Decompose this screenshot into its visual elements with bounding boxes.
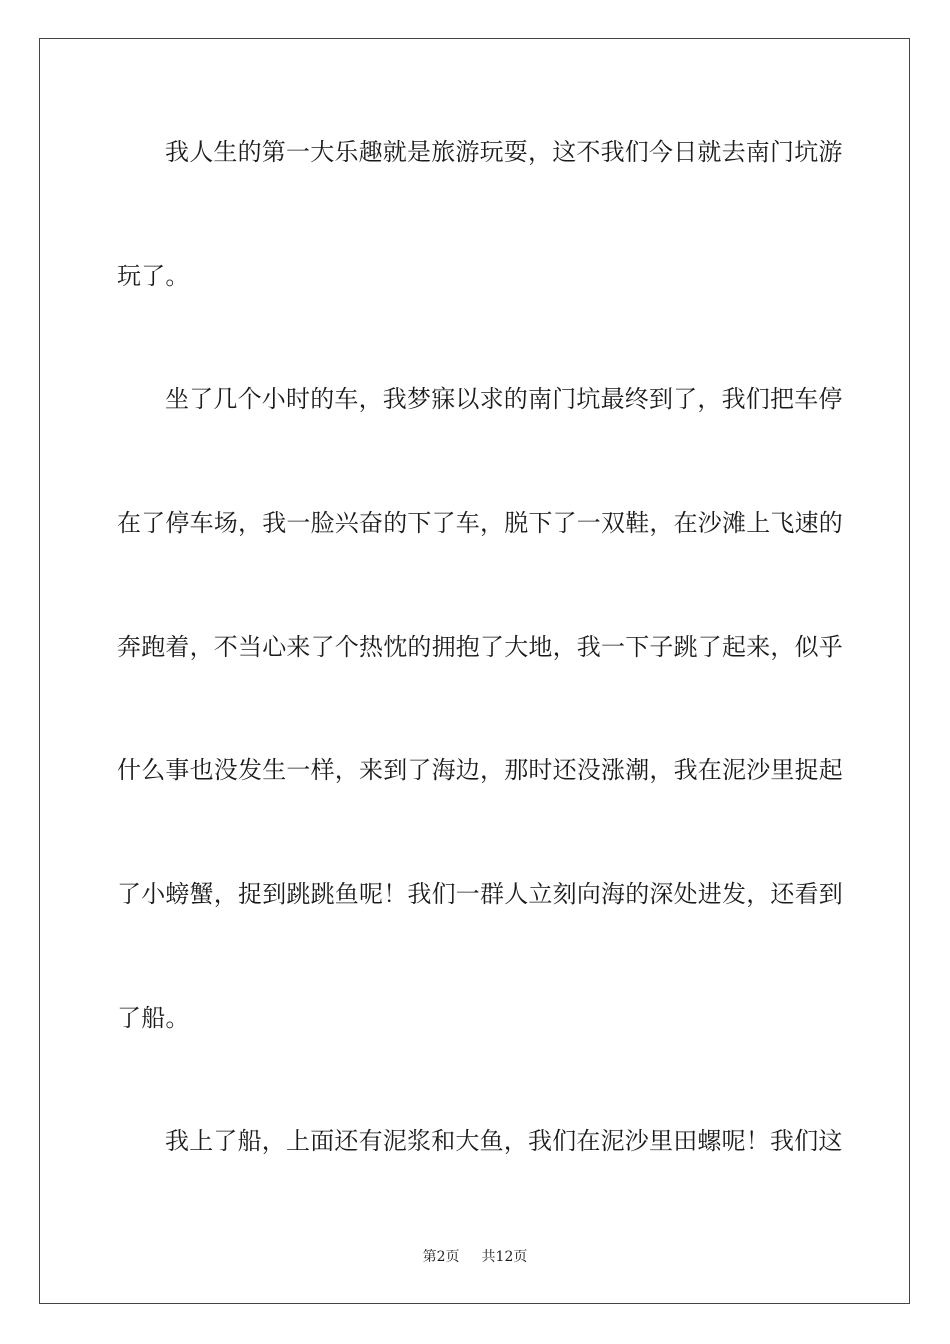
paragraph-2-line-5: 了小螃蟹，捉到跳跳鱼呢！我们一群人立刻向海的深处进发，还看到 xyxy=(117,880,843,908)
page-total: 共12页 xyxy=(481,1249,528,1265)
page-footer xyxy=(0,1248,950,1266)
paragraph-1-line-2: 玩了。 xyxy=(117,262,190,290)
paragraph-2-line-6: 了船。 xyxy=(117,1004,190,1032)
page-frame xyxy=(39,38,910,1304)
paragraph-2-line-2: 在了停车场，我一脸兴奋的下了车，脱下了一双鞋，在沙滩上飞速的 xyxy=(117,509,843,537)
page-number: 第2页 xyxy=(422,1249,460,1265)
paragraph-2-line-3: 奔跑着，不当心来了个热忱的拥抱了大地，我一下子跳了起来，似乎 xyxy=(117,633,843,661)
paragraph-2-line-4: 什么事也没发生一样，来到了海边，那时还没涨潮，我在泥沙里捉起 xyxy=(117,756,843,784)
paragraph-2-line-1: 坐了几个小时的车，我梦寐以求的南门坑最终到了，我们把车停 xyxy=(165,385,843,413)
paragraph-1-line-1: 我人生的第一大乐趣就是旅游玩耍，这不我们今日就去南门坑游 xyxy=(165,138,843,166)
paragraph-3-line-1: 我上了船，上面还有泥浆和大鱼，我们在泥沙里田螺呢！我们这 xyxy=(165,1127,843,1155)
